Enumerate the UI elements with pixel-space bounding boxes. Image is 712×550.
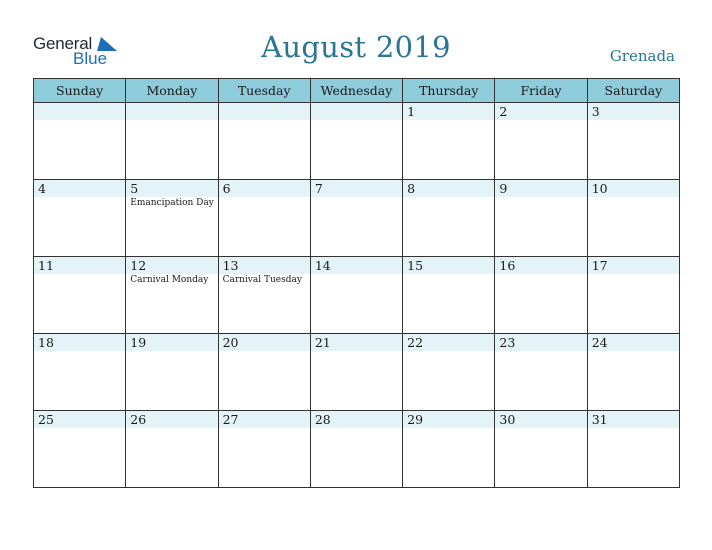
- day-number: 27: [222, 412, 239, 427]
- day-cell: [126, 334, 218, 411]
- day-cell: [218, 180, 310, 257]
- day-number-strip: [126, 257, 217, 274]
- day-number: 7: [314, 181, 323, 196]
- day-number: 4: [38, 181, 46, 196]
- day-cell: [403, 334, 495, 411]
- day-number: 13: [222, 258, 239, 273]
- day-number: 10: [591, 181, 608, 196]
- day-number: 14: [314, 258, 331, 273]
- day-cell: [126, 257, 218, 334]
- day-number-strip: [311, 103, 402, 120]
- day-cell: [587, 334, 679, 411]
- weekday-header: Monday: [126, 79, 218, 103]
- weekday-header: Friday: [495, 79, 587, 103]
- day-number: 15: [407, 258, 424, 273]
- day-number-strip: [34, 103, 125, 120]
- day-number-strip: [311, 180, 402, 197]
- day-number: 8: [407, 181, 416, 196]
- day-number-strip: [126, 334, 217, 351]
- day-cell: [587, 103, 679, 180]
- day-number: 3: [591, 104, 600, 119]
- day-cell: [34, 411, 126, 488]
- day-number-strip: [126, 103, 217, 120]
- day-number-strip: [495, 334, 586, 351]
- day-number-strip: [311, 334, 402, 351]
- day-number: 24: [591, 335, 608, 350]
- day-number-strip: [403, 180, 494, 197]
- weekday-header: Tuesday: [218, 79, 310, 103]
- day-number-strip: [34, 334, 125, 351]
- day-number-strip: [34, 411, 125, 428]
- weekday-header: Saturday: [587, 79, 679, 103]
- day-number-strip: [219, 180, 310, 197]
- day-cell: [495, 334, 587, 411]
- day-cell: [218, 103, 310, 180]
- country-label: Grenada: [609, 47, 675, 65]
- day-cell: [34, 103, 126, 180]
- day-cell: [126, 180, 218, 257]
- day-number-strip: [495, 103, 586, 120]
- day-cell: [34, 180, 126, 257]
- day-cell: [310, 334, 402, 411]
- day-number-strip: [588, 334, 679, 351]
- day-number: 19: [130, 335, 147, 350]
- holiday-label: Carnival Tuesday: [222, 275, 302, 285]
- day-cell: [126, 103, 218, 180]
- week-row: [34, 180, 680, 257]
- day-number: 31: [591, 412, 608, 427]
- day-cell: [34, 334, 126, 411]
- day-number-strip: [588, 411, 679, 428]
- day-number-strip: [588, 180, 679, 197]
- day-number-strip: [403, 103, 494, 120]
- day-number: 12: [130, 258, 147, 273]
- holiday-label: Carnival Monday: [130, 275, 209, 285]
- week-row: [34, 411, 680, 488]
- day-cell: [34, 257, 126, 334]
- day-number-strip: [219, 334, 310, 351]
- weekday-header: Wednesday: [310, 79, 402, 103]
- day-number: 29: [407, 412, 424, 427]
- weekday-header: Thursday: [403, 79, 495, 103]
- calendar-grid: [33, 78, 680, 488]
- holiday-label: Emancipation Day: [130, 198, 214, 208]
- day-number-strip: [403, 334, 494, 351]
- day-number-strip: [403, 257, 494, 274]
- weekday-header: Sunday: [34, 79, 126, 103]
- day-number: 20: [222, 335, 239, 350]
- day-number: 16: [499, 258, 516, 273]
- day-number-strip: [495, 411, 586, 428]
- day-cell: [403, 103, 495, 180]
- day-cell: [218, 257, 310, 334]
- logo-text-blue: Blue: [73, 49, 108, 68]
- day-cell: [587, 180, 679, 257]
- day-number-strip: [126, 411, 217, 428]
- day-cell: [310, 411, 402, 488]
- day-number: 23: [499, 335, 516, 350]
- day-cell: [403, 257, 495, 334]
- calendar-title: August 2019: [261, 30, 451, 64]
- day-number: 30: [499, 412, 516, 427]
- day-number: 1: [407, 104, 416, 119]
- day-number-strip: [34, 257, 125, 274]
- day-number: 22: [407, 335, 424, 350]
- day-number-strip: [311, 257, 402, 274]
- day-number-strip: [219, 411, 310, 428]
- logo-text-general: General: [33, 34, 93, 53]
- day-cell: [126, 411, 218, 488]
- day-number: 26: [130, 412, 147, 427]
- day-number-strip: [588, 257, 679, 274]
- day-cell: [218, 334, 310, 411]
- day-number: 25: [38, 412, 54, 427]
- day-cell: [403, 180, 495, 257]
- day-number-strip: [588, 103, 679, 120]
- day-number-strip: [495, 257, 586, 274]
- day-cell: [587, 411, 679, 488]
- day-number: 21: [314, 335, 331, 350]
- day-cell: [495, 180, 587, 257]
- day-number: 5: [130, 181, 139, 196]
- week-row: [34, 334, 680, 411]
- day-number-strip: [34, 180, 125, 197]
- day-number: 9: [499, 181, 508, 196]
- day-cell: [587, 257, 679, 334]
- day-number: 17: [591, 258, 608, 273]
- day-number-strip: [403, 411, 494, 428]
- day-cell: [495, 103, 587, 180]
- day-number: 18: [38, 335, 54, 350]
- day-number-strip: [126, 180, 217, 197]
- day-cell: [495, 411, 587, 488]
- day-number-strip: [219, 103, 310, 120]
- day-number: 28: [314, 412, 331, 427]
- week-row: [34, 103, 680, 180]
- week-row: [34, 257, 680, 334]
- day-number-strip: [495, 180, 586, 197]
- day-number: 6: [222, 181, 231, 196]
- day-number-strip: [311, 411, 402, 428]
- day-cell: [310, 257, 402, 334]
- day-cell: [310, 180, 402, 257]
- day-cell: [310, 103, 402, 180]
- day-cell: [403, 411, 495, 488]
- day-number-strip: [219, 257, 310, 274]
- day-number: 11: [38, 258, 54, 273]
- day-cell: [495, 257, 587, 334]
- day-number: 2: [499, 104, 508, 119]
- weekday-header-row: [34, 79, 680, 103]
- day-cell: [218, 411, 310, 488]
